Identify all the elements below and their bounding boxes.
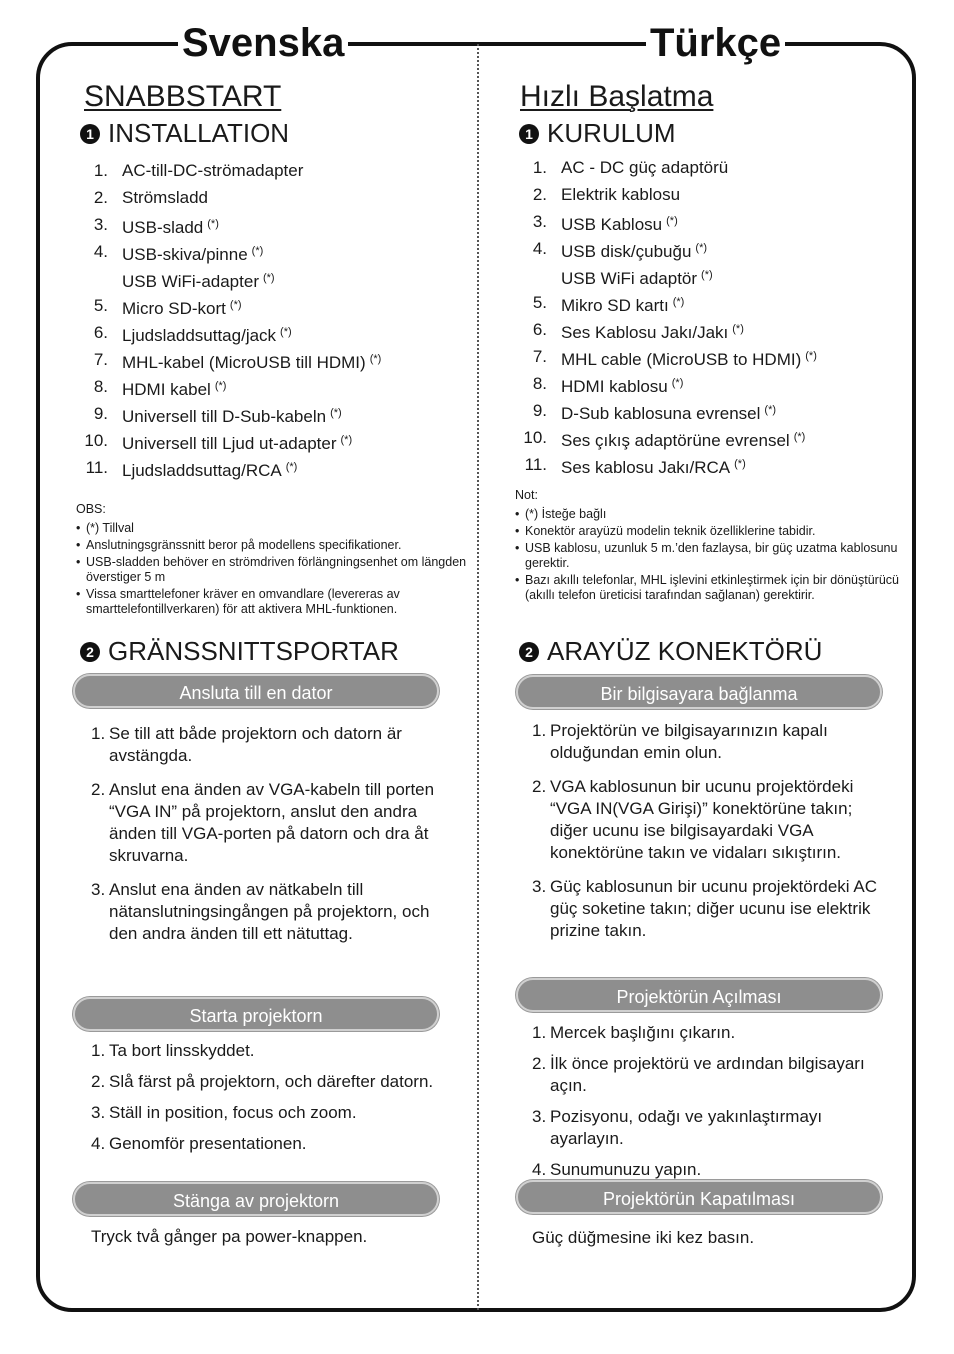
optional-marker: (*) xyxy=(695,242,708,254)
notes-list xyxy=(515,507,907,603)
column-divider xyxy=(477,44,479,1310)
item-label: AC-till-DC-strömadapter xyxy=(122,161,304,180)
optional-marker: (*) xyxy=(340,434,353,446)
start-steps-list xyxy=(532,1022,882,1190)
item-number: 3. xyxy=(93,215,108,234)
item-label: USB disk/çubuğu (*) xyxy=(561,242,708,261)
installation-item xyxy=(76,238,471,265)
step-item xyxy=(532,876,882,942)
optional-marker: (*) xyxy=(285,461,298,473)
start-steps-list xyxy=(91,1040,436,1164)
item-number: 8. xyxy=(532,374,547,393)
installation-item xyxy=(76,454,471,481)
item-number: 2. xyxy=(93,188,108,207)
step-item xyxy=(91,1102,436,1124)
optional-marker: (*) xyxy=(805,350,817,362)
step-text: Se till att både projektorn och datorn är avstängda. xyxy=(109,724,402,765)
step-text: Mercek başlığını çıkarın. xyxy=(550,1023,736,1042)
item-label: Ses Kablosu Jakı/Jakı (*) xyxy=(561,323,744,342)
optional-marker: (*) xyxy=(734,458,746,470)
installation-item xyxy=(515,154,910,181)
item-label: MHL cable (MicroUSB to HDMI) (*) xyxy=(561,350,817,369)
step-number: 3. xyxy=(91,880,106,899)
step-text: Güç kablosunun bir ucunu projektördeki AC güç soketine takın; diğer ucunu ise elektrik prizine takın. xyxy=(550,877,877,940)
optional-marker: (*) xyxy=(732,323,744,335)
item-label: USB-sladd (*) xyxy=(122,218,219,237)
subsection-connect-computer: Bir bilgisayara bağlanma xyxy=(516,675,882,709)
section-installation-heading xyxy=(515,118,676,149)
notes-block xyxy=(76,502,476,619)
step-number: 4. xyxy=(91,1134,106,1153)
step-number: 3. xyxy=(532,877,547,896)
item-number: 8. xyxy=(93,377,108,396)
installation-item xyxy=(515,289,910,316)
main-title: SNABBSTART xyxy=(84,80,282,113)
subsection-start-projector: Projektörün Açılması xyxy=(516,978,882,1012)
subsection-stop-projector: Stänga av projektorn xyxy=(73,1182,439,1216)
installation-item xyxy=(515,370,910,397)
item-label: Strömsladd xyxy=(122,188,208,207)
note-item: • Konektör arayüzü modelin teknik özelliklerine tabidir. xyxy=(515,524,907,539)
notes-list xyxy=(76,521,476,617)
step-item xyxy=(532,1022,882,1044)
section-title: KURULUM xyxy=(547,118,676,148)
note-item: • Vissa smarttelefoner kräver en omvandlare (levereras av smarttelefontillverkaren) för att aktivera MHL-funktionen. xyxy=(76,587,476,617)
step-item xyxy=(91,723,436,767)
optional-marker: (*) xyxy=(280,326,292,338)
step-number: 1. xyxy=(532,1023,547,1042)
section-title: ARAYÜZ KONEKTÖRÜ xyxy=(547,636,823,666)
item-number: 9. xyxy=(532,401,547,420)
note-item: • Anslutningsgränssnitt beror på modellens specifikationer. xyxy=(76,538,476,553)
installation-item xyxy=(76,184,471,211)
installation-item xyxy=(515,451,910,478)
number-badge-icon: 2 xyxy=(80,642,100,662)
item-number: 4. xyxy=(93,242,108,261)
installation-item xyxy=(76,427,471,454)
item-number: 1. xyxy=(532,158,547,177)
step-text: Ställ in position, focus och zoom. xyxy=(109,1103,357,1122)
item-label: USB WiFi adaptör (*) xyxy=(561,269,713,288)
step-item xyxy=(91,1071,436,1093)
step-number: 3. xyxy=(532,1107,547,1126)
installation-item xyxy=(515,208,910,235)
item-label: Ljudsladdsuttag/RCA (*) xyxy=(122,461,298,480)
item-number: 6. xyxy=(532,320,547,339)
notes-title: Not: xyxy=(515,488,538,502)
installation-item xyxy=(515,424,910,451)
lang-title-turkce: Türkçe xyxy=(646,18,785,68)
installation-item xyxy=(76,319,471,346)
item-label: USB-skiva/pinne (*) xyxy=(122,245,264,264)
optional-marker: (*) xyxy=(207,218,219,230)
item-number: 6. xyxy=(93,323,108,342)
step-item xyxy=(532,1053,882,1097)
optional-marker: (*) xyxy=(229,299,242,311)
optional-marker: (*) xyxy=(330,407,342,419)
subsection-stop-projector: Projektörün Kapatılması xyxy=(516,1180,882,1214)
item-number: 9. xyxy=(93,404,108,423)
installation-item xyxy=(76,400,471,427)
installation-item xyxy=(76,346,471,373)
item-number: 11. xyxy=(85,458,108,477)
step-item xyxy=(532,776,882,864)
step-number: 2. xyxy=(91,1072,106,1091)
item-label: Universell till D-Sub-kabeln (*) xyxy=(122,407,342,426)
item-number: 7. xyxy=(93,350,108,369)
item-label: Ses çıkış adaptörüne evrensel (*) xyxy=(561,431,806,450)
optional-marker: (*) xyxy=(671,377,684,389)
step-item xyxy=(532,1106,882,1150)
note-item: • USB kablosu, uzunluk 5 m.’den fazlaysa, bir güç uzatma kablosunu gerektir. xyxy=(515,541,907,571)
optional-marker: (*) xyxy=(764,404,777,416)
step-text: Genomför presentationen. xyxy=(109,1134,307,1153)
optional-marker: (*) xyxy=(666,215,678,227)
item-number: 11. xyxy=(524,455,547,474)
optional-marker: (*) xyxy=(672,296,685,308)
installation-item xyxy=(515,262,910,289)
item-label: AC - DC güç adaptörü xyxy=(561,158,729,177)
lang-title-svenska: Svenska xyxy=(178,18,348,68)
item-label: Universell till Ljud ut-adapter (*) xyxy=(122,434,353,453)
step-text: İlk önce projektörü ve ardından bilgisayarı açın. xyxy=(550,1054,865,1095)
item-label: Micro SD-kort (*) xyxy=(122,299,242,318)
step-number: 3. xyxy=(91,1103,106,1122)
item-number: 10. xyxy=(84,431,108,450)
stop-instruction: Tryck två gånger pa power-knappen. xyxy=(91,1227,368,1246)
item-number: 2. xyxy=(532,185,547,204)
installation-list xyxy=(515,154,910,478)
step-item xyxy=(532,1159,882,1181)
step-number: 2. xyxy=(91,780,106,799)
item-label: HDMI kabel (*) xyxy=(122,380,227,399)
number-badge-icon: 2 xyxy=(519,642,539,662)
notes-block xyxy=(515,488,907,605)
note-item: • USB-sladden behöver en strömdriven förlängningsenhet om längden överstiger 5 m xyxy=(76,555,476,585)
installation-list xyxy=(76,157,471,481)
item-label: D-Sub kablosuna evrensel (*) xyxy=(561,404,777,423)
installation-item xyxy=(76,157,471,184)
step-text: Anslut ena änden av VGA-kabeln till porten “VGA IN” på projektorn, anslut den andra änden till VGA-porten på datorn och dra åt skruvarna. xyxy=(109,780,435,865)
step-number: 4. xyxy=(532,1160,547,1179)
notes-title: OBS: xyxy=(76,502,106,516)
item-label: Elektrik kablosu xyxy=(561,185,681,204)
number-badge-icon: 1 xyxy=(519,124,539,144)
step-number: 2. xyxy=(532,777,547,796)
note-item: • Bazı akıllı telefonlar, MHL işlevini etkinleştirmek için bir dönüştürücü (akıllı telefon üreticisi tarafından sağlanan) gerektirir. xyxy=(515,573,907,603)
step-text: Slå färst på projektorn, och därefter datorn. xyxy=(109,1072,434,1091)
connect-steps-list xyxy=(91,723,436,957)
installation-item xyxy=(76,373,471,400)
item-number: 5. xyxy=(93,296,108,315)
step-number: 1. xyxy=(91,1041,106,1060)
item-label: USB WiFi-adapter (*) xyxy=(122,272,275,291)
item-number: 7. xyxy=(532,347,547,366)
step-text: Projektörün ve bilgisayarınızın kapalı olduğundan emin olun. xyxy=(550,721,828,762)
step-item xyxy=(91,879,436,945)
subsection-start-projector: Starta projektorn xyxy=(73,997,439,1031)
step-text: VGA kablosunun bir ucunu projektördeki “VGA IN(VGA Girişi)” konektörüne takın; diğer ucunu ise bilgisayardaki VGA konektörüne takın ve vidaları sıkıştırın. xyxy=(550,777,854,862)
installation-item xyxy=(515,397,910,424)
section-interface-heading xyxy=(515,636,822,667)
item-number: 4. xyxy=(532,239,547,258)
optional-marker: (*) xyxy=(793,431,806,443)
step-number: 1. xyxy=(91,724,106,743)
section-interface-heading xyxy=(76,636,399,667)
installation-item xyxy=(515,343,910,370)
step-item xyxy=(91,1133,436,1155)
step-number: 2. xyxy=(532,1054,547,1073)
step-item xyxy=(91,779,436,867)
item-number: 10. xyxy=(523,428,547,447)
optional-marker: (*) xyxy=(251,245,264,257)
installation-item xyxy=(515,235,910,262)
step-item xyxy=(91,1040,436,1062)
item-number: 1. xyxy=(93,161,108,180)
main-title: Hızlı Başlatma xyxy=(520,80,714,113)
step-item xyxy=(532,720,882,764)
step-text: Sunumunuzu yapın. xyxy=(550,1160,702,1179)
optional-marker: (*) xyxy=(701,269,713,281)
note-item: • (*) İsteğe bağlı xyxy=(515,507,907,522)
stop-instruction: Güç düğmesine iki kez basın. xyxy=(532,1228,755,1247)
item-label: Mikro SD kartı (*) xyxy=(561,296,685,315)
step-number: 1. xyxy=(532,721,547,740)
item-label: Ljudsladdsuttag/jack (*) xyxy=(122,326,292,345)
item-label: Ses kablosu Jakı/RCA (*) xyxy=(561,458,746,477)
step-text: Pozisyonu, odağı ve yakınlaştırmayı ayarlayın. xyxy=(550,1107,823,1148)
item-label: MHL-kabel (MicroUSB till HDMI) (*) xyxy=(122,353,382,372)
installation-item xyxy=(76,265,471,292)
note-item: • (*) Tillval xyxy=(76,521,476,536)
section-installation-heading xyxy=(76,118,289,149)
connect-steps-list xyxy=(532,720,882,954)
section-title: INSTALLATION xyxy=(108,118,290,148)
item-label: HDMI kablosu (*) xyxy=(561,377,684,396)
item-label: USB Kablosu (*) xyxy=(561,215,678,234)
section-title: GRÄNSSNITTSPORTAR xyxy=(108,636,399,666)
optional-marker: (*) xyxy=(262,272,275,284)
subsection-connect-computer: Ansluta till en dator xyxy=(73,674,439,708)
item-number: 3. xyxy=(532,212,547,231)
number-badge-icon: 1 xyxy=(80,124,100,144)
step-text: Anslut ena änden av nätkabeln till nätanslutningsingången på projektorn, och den andra änden till ett nätuttag. xyxy=(109,880,430,943)
item-number: 5. xyxy=(532,293,547,312)
installation-item xyxy=(76,292,471,319)
installation-item xyxy=(515,316,910,343)
optional-marker: (*) xyxy=(369,353,382,365)
installation-item xyxy=(515,181,910,208)
step-text: Ta bort linsskyddet. xyxy=(109,1041,255,1060)
installation-item xyxy=(76,211,471,238)
optional-marker: (*) xyxy=(214,380,227,392)
